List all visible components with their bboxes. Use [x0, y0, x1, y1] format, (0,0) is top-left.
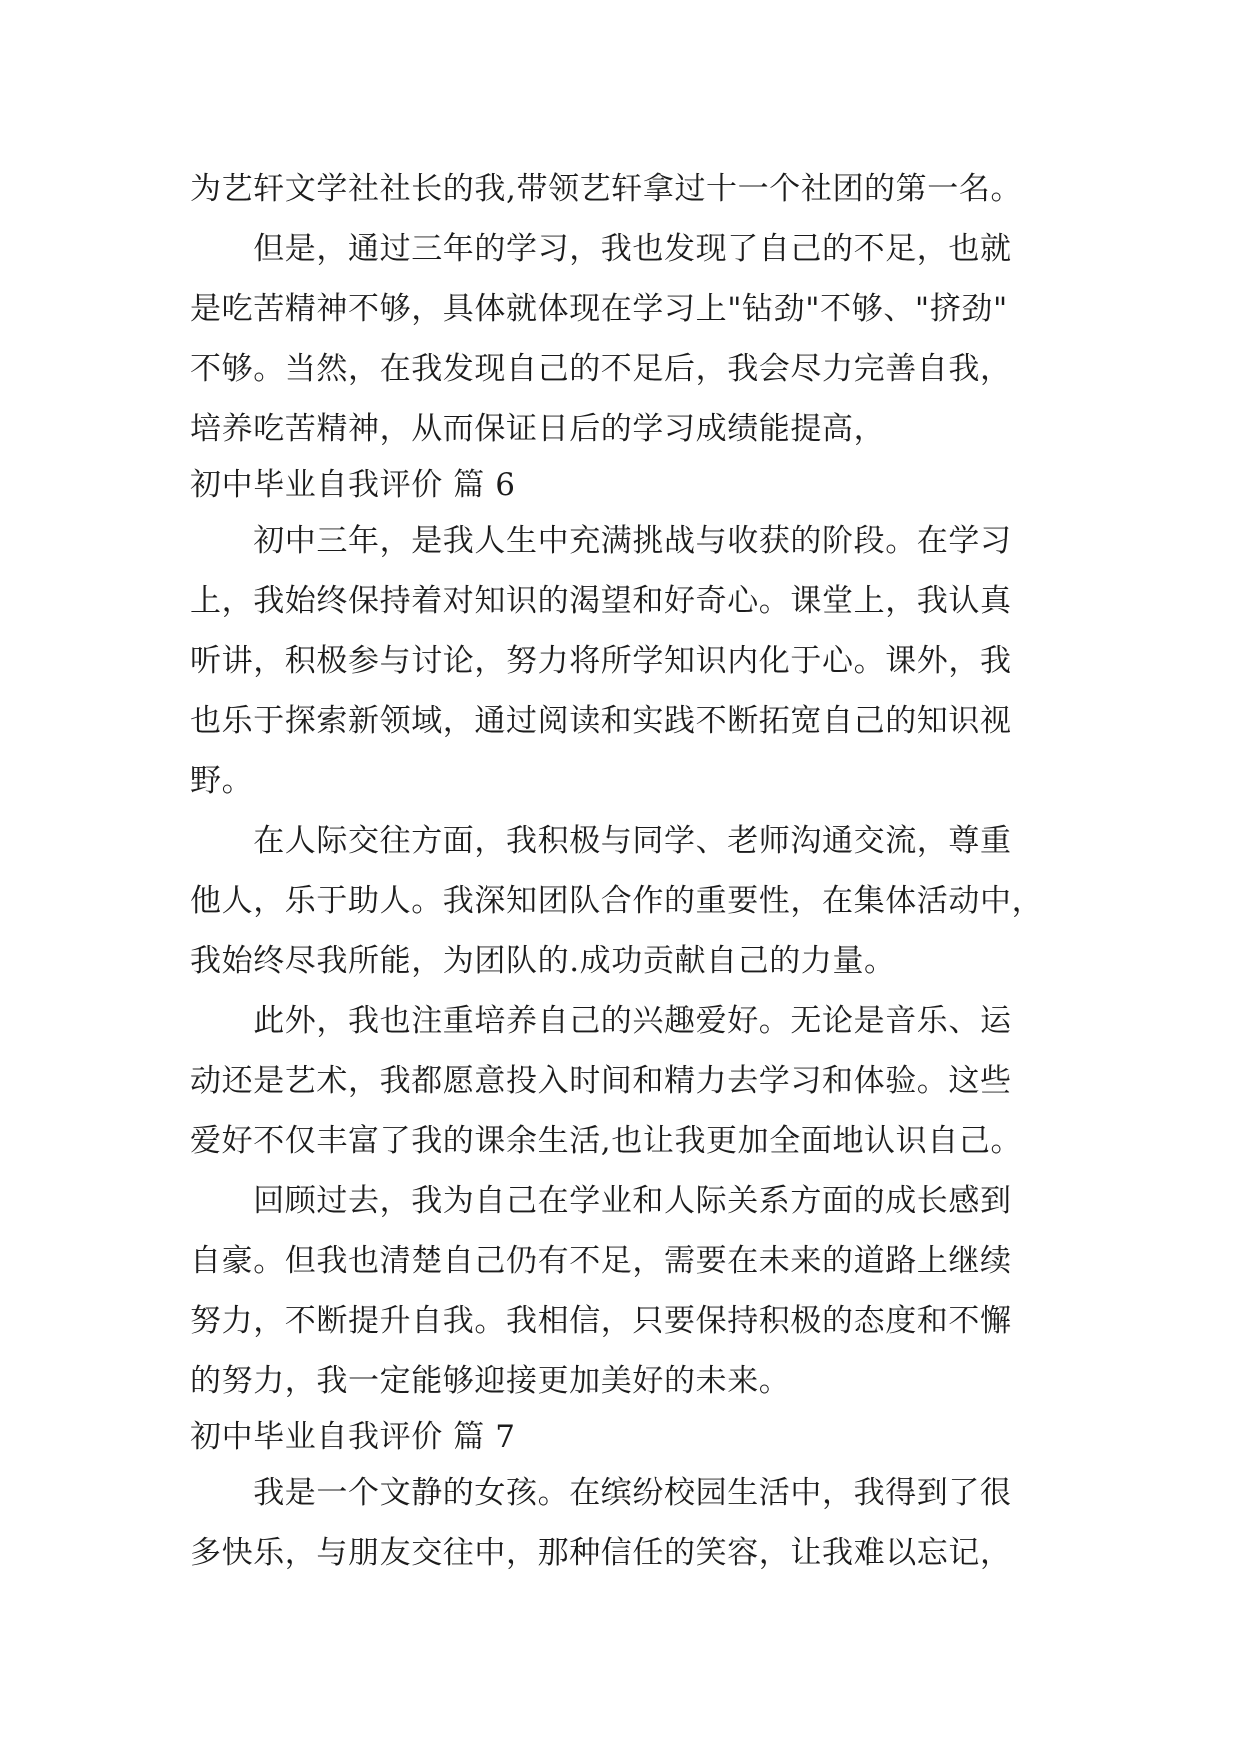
paragraph-line: 多快乐，与朋友交往中，那种信任的笑容，让我难以忘记，: [190, 1535, 1012, 1571]
paragraph-line: 是吃苦精神不够，具体就体现在学习上"钻劲"不够、"挤劲": [190, 291, 1008, 327]
paragraph-line: 此外，我也注重培养自己的兴趣爱好。无论是音乐、运: [190, 1003, 1012, 1039]
section-heading: 初中毕业自我评价 篇 6: [190, 467, 516, 503]
paragraph-line: 他人，乐于助人。我深知团队合作的重要性，在集体活动中，: [190, 883, 1044, 919]
paragraph-line: 但是，通过三年的学习，我也发现了自己的不足，也就: [190, 231, 1012, 267]
paragraph-line: 初中三年，是我人生中充满挑战与收获的阶段。在学习: [190, 523, 1012, 559]
paragraph-line: 培养吃苦精神，从而保证日后的学习成绩能提高，: [190, 411, 886, 447]
paragraph-line: 为艺轩文学社社长的我,带领艺轩拿过十一个社团的第一名。: [190, 171, 1023, 207]
paragraph-line: 野。: [190, 763, 254, 799]
paragraph-line: 动还是艺术，我都愿意投入时间和精力去学习和体验。这些: [190, 1063, 1012, 1099]
paragraph-line: 也乐于探索新领域，通过阅读和实践不断拓宽自己的知识视: [190, 703, 1012, 739]
paragraph-line: 我始终尽我所能，为团队的.成功贡献自己的力量。: [190, 943, 896, 979]
paragraph-line: 我是一个文静的女孩。在缤纷校园生活中，我得到了很: [190, 1475, 1012, 1511]
paragraph-line: 的努力，我一定能够迎接更加美好的未来。: [190, 1363, 791, 1399]
paragraph-line: 回顾过去，我为自己在学业和人际关系方面的成长感到: [190, 1183, 1012, 1219]
paragraph-line: 不够。当然，在我发现自己的不足后，我会尽力完善自我，: [190, 351, 1012, 387]
paragraph-line: 在人际交往方面，我积极与同学、老师沟通交流，尊重: [190, 823, 1012, 859]
paragraph-line: 自豪。但我也清楚自己仍有不足，需要在未来的道路上继续: [190, 1243, 1012, 1279]
paragraph-line: 爱好不仅丰富了我的课余生活,也让我更加全面地认识自己。: [190, 1123, 1023, 1159]
paragraph-line: 努力，不断提升自我。我相信，只要保持积极的态度和不懈: [190, 1303, 1012, 1339]
section-heading: 初中毕业自我评价 篇 7: [190, 1419, 516, 1455]
paragraph-line: 听讲，积极参与讨论，努力将所学知识内化于心。课外，我: [190, 643, 1012, 679]
paragraph-line: 上，我始终保持着对知识的渴望和好奇心。课堂上，我认真: [190, 583, 1012, 619]
